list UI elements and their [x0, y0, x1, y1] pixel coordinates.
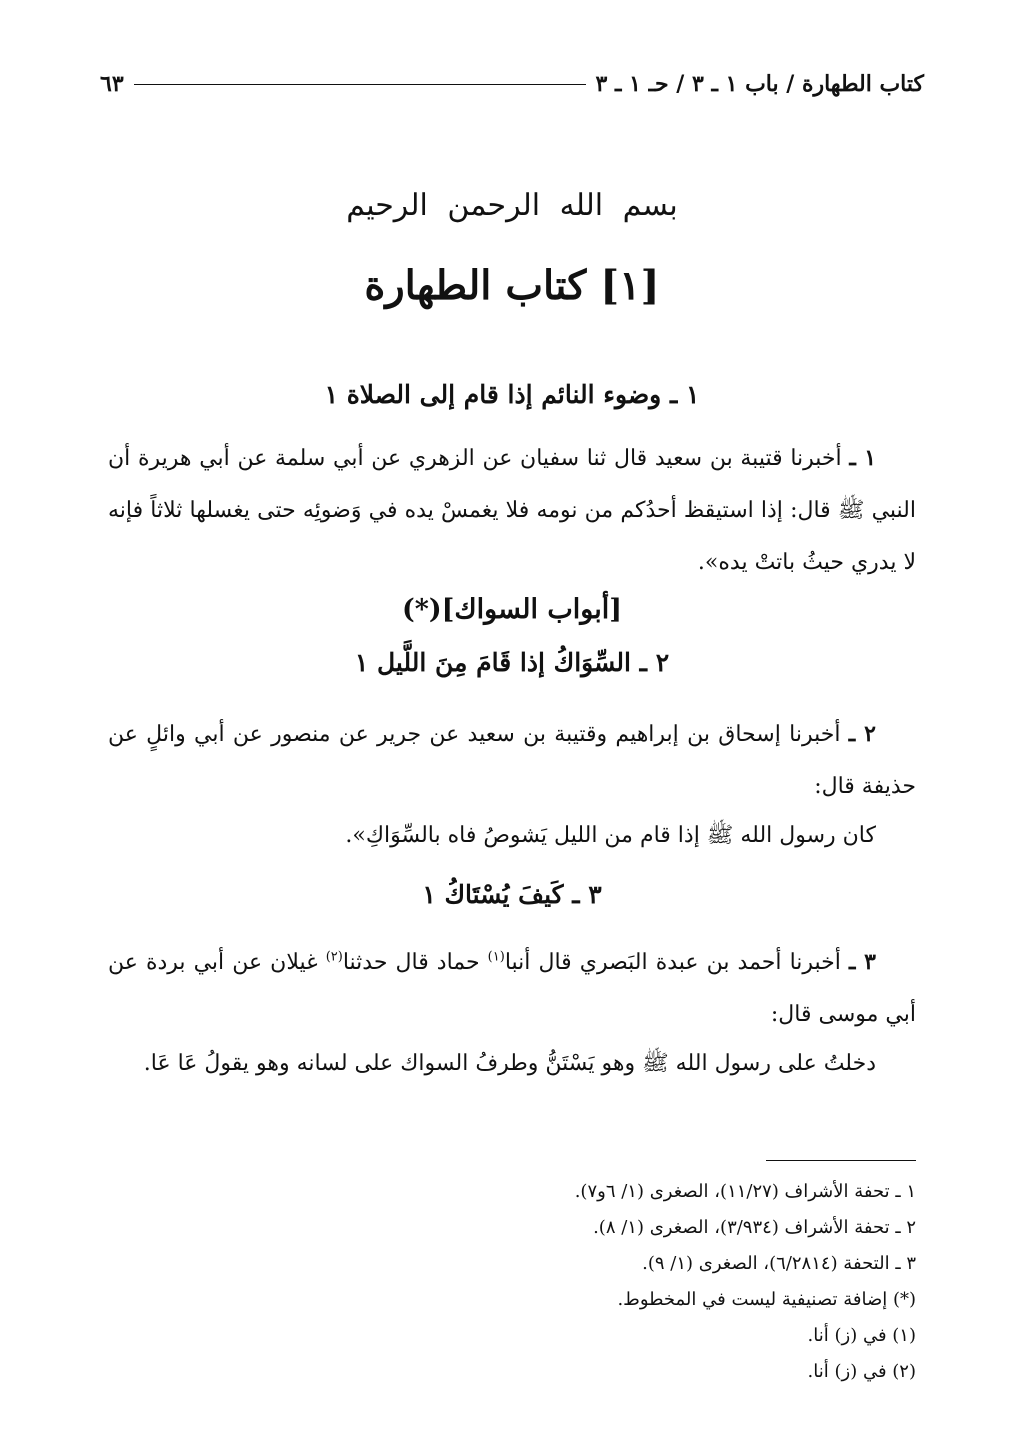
footnote-item: ٢ ـ تحفة الأشراف (٣/٩٣٤)، الصغرى (١/ ٨).	[593, 1217, 916, 1238]
section-heading: [أبواب السواك](*)	[401, 594, 623, 625]
hadith-1-text: أخبرنا قتيبة بن سعيد قال ثنا سفيان عن الزهري عن أبي سلمة عن أبي هريرة أن النبي ﷺ قال: إذا استيقظ أحدُكم من نومه فلا يغمسْ يده في وَضوئِه حتى يغسلها ثلاثاً فإنه لا يدري حيثُ باتتْ يده».	[108, 446, 916, 575]
footnote-item: (٢) في (ز) أنا.	[807, 1361, 916, 1382]
hadith-3-matn: دخلتُ على رسول الله ﷺ وهو يَسْتَنُّ وطرفُ السواك على لسانه وهو يقولُ عَا عَا.	[143, 1051, 876, 1076]
hadith-2-paragraph	[108, 708, 916, 813]
running-header-title: كتاب الطهارة / باب ١ ـ ٣ / حـ ١ ـ ٣	[595, 71, 924, 97]
chapter-3-heading: ٣ ـ كَيفَ يُسْتَاكُ ١	[422, 880, 602, 909]
footnote-item: (١) في (ز) أنا.	[807, 1325, 916, 1346]
footnote-item: (*) إضافة تصنيفية ليست في المخطوط.	[617, 1289, 916, 1310]
footnote-rule	[766, 1160, 916, 1161]
hadith-2-isnad: أخبرنا إسحاق بن إبراهيم وقتيبة بن سعيد عن جرير عن منصور عن أبي وائلٍ عن حذيفة قال:	[108, 722, 916, 799]
hadith-1-number: ١ ـ	[849, 445, 877, 471]
hadith-2-matn: كان رسول الله ﷺ إذا قام من الليل يَشوصُ فاه بالسِّوَاكِ».	[345, 823, 876, 848]
hadith-3-isnad-part-3: غيلان عن أبي بردة عن أبي موسى قال:	[108, 950, 916, 1027]
footnote-item: ٣ ـ التحفة (٦/٢٨١٤)، الصغرى (١/ ٩).	[642, 1253, 916, 1274]
page-number: ٦٣	[100, 71, 124, 97]
hadith-3-isnad-part-1: أخبرنا أحمد بن عبدة البَصري قال أنبا	[504, 950, 841, 975]
footnote-marker-2: (٢)	[325, 949, 343, 965]
chapter-1-heading: ١ ـ وضوء النائم إذا قام إلى الصلاة ١	[324, 380, 700, 409]
hadith-3-number: ٣ ـ	[848, 949, 876, 975]
footnotes	[108, 1174, 916, 1390]
hadith-3-paragraph	[108, 936, 916, 1041]
hadith-1-paragraph	[108, 432, 916, 589]
footnote-marker-1: (١)	[487, 949, 505, 965]
running-header	[100, 64, 924, 104]
footnote-item: ١ ـ تحفة الأشراف (١١/٢٧)، الصغرى (١/ ٦و٧).	[574, 1181, 916, 1202]
chapter-2-heading: ٢ ـ السِّوَاكُ إذا قَامَ مِنَ اللَّيل ١	[354, 648, 670, 677]
hadith-2-number: ٢ ـ	[848, 721, 876, 747]
hadith-3-isnad-part-2: حماد قال حدثنا	[342, 950, 488, 975]
book-title: [١] كتاب الطهارة	[364, 262, 660, 309]
header-rule	[134, 84, 586, 85]
basmala: بسم الله الرحمن الرحيم	[346, 188, 678, 223]
